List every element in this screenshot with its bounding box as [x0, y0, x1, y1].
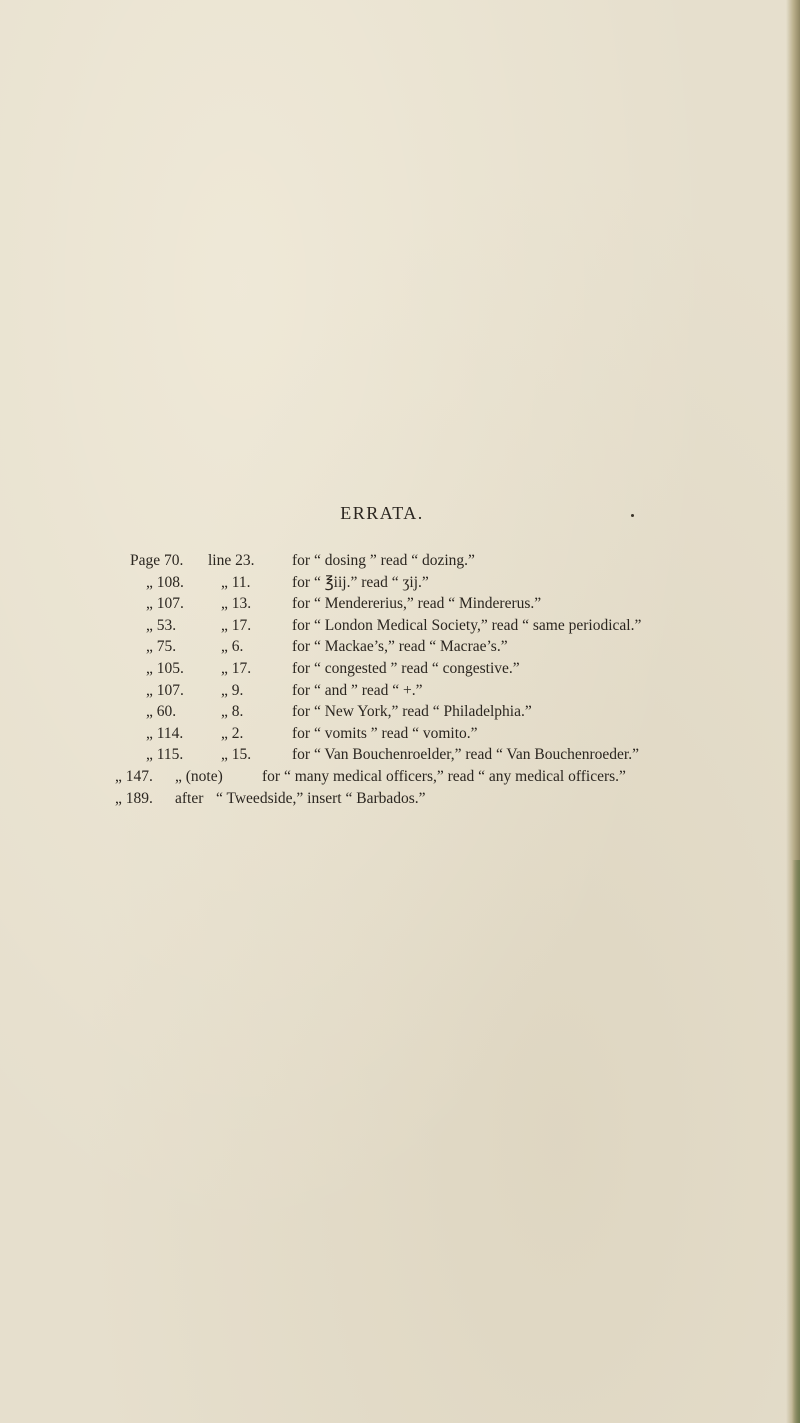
entry-line: line 23.: [208, 552, 255, 569]
errata-entry: [0, 723, 800, 745]
entry-line: „ 8.: [221, 703, 244, 721]
entry-page: „ 147.: [115, 767, 153, 785]
entry-page: „ 105.: [146, 659, 184, 677]
entry-page: „ 60.: [146, 703, 177, 721]
errata-entry: [0, 788, 800, 810]
entry-correction: for “ ℥iij.” read “ ʒij.”: [292, 573, 429, 591]
errata-entry: [0, 701, 800, 723]
errata-list: [0, 550, 800, 809]
entry-correction: for “ congested ” read “ congestive.”: [292, 659, 520, 677]
entry-line: „ 15.: [221, 746, 252, 764]
entry-line: „ 6.: [221, 638, 244, 656]
entry-page: „ 75.: [146, 638, 177, 656]
errata-entry: [0, 572, 800, 594]
entry-page: „ 189.: [115, 789, 153, 807]
entry-correction: for “ Mendererius,” read “ Mindererus.”: [292, 595, 542, 613]
errata-entry: [0, 658, 800, 680]
errata-entry: [0, 766, 800, 788]
entry-line: „ 17.: [221, 616, 252, 634]
entry-correction: for “ dosing ” read “ dozing.”: [292, 552, 475, 569]
errata-entry: [0, 615, 800, 637]
errata-entry: [0, 550, 800, 572]
entry-correction: “ Tweedside,” insert “ Barbados.”: [216, 789, 426, 807]
entry-page: Page 70.: [130, 552, 184, 569]
entry-correction: for “ and ” read “ +.”: [292, 681, 423, 699]
errata-entry: [0, 593, 800, 615]
entry-line: „ 17.: [221, 659, 252, 677]
entry-page: „ 108.: [146, 573, 184, 591]
entry-line: after: [175, 789, 204, 807]
entry-line: „ 2.: [221, 724, 244, 742]
entry-line: „ 13.: [221, 595, 252, 613]
entry-correction: for “ Van Bouchenroelder,” read “ Van Bouchenroeder.”: [292, 746, 639, 764]
entry-line: „ 9.: [221, 681, 244, 699]
errata-heading: ERRATA.: [340, 503, 424, 523]
entry-correction: for “ New York,” read “ Philadelphia.”: [292, 703, 532, 721]
entry-line: „ (note): [175, 767, 223, 785]
entry-line: „ 11.: [221, 573, 251, 591]
entry-page: „ 114.: [146, 724, 184, 742]
errata-entry: [0, 680, 800, 702]
entry-correction: for “ London Medical Society,” read “ same periodical.”: [292, 616, 642, 634]
entry-page: „ 107.: [146, 681, 184, 699]
errata-entry: [0, 744, 800, 766]
entry-page: „ 53.: [146, 616, 177, 634]
entry-correction: for “ many medical officers,” read “ any medical officers.”: [262, 767, 626, 785]
entry-correction: for “ vomits ” read “ vomito.”: [292, 724, 478, 742]
entry-page: „ 115.: [146, 746, 184, 764]
errata-entry: [0, 636, 800, 658]
entry-correction: for “ Mackae’s,” read “ Macrae’s.”: [292, 638, 508, 656]
entry-page: „ 107.: [146, 595, 184, 613]
